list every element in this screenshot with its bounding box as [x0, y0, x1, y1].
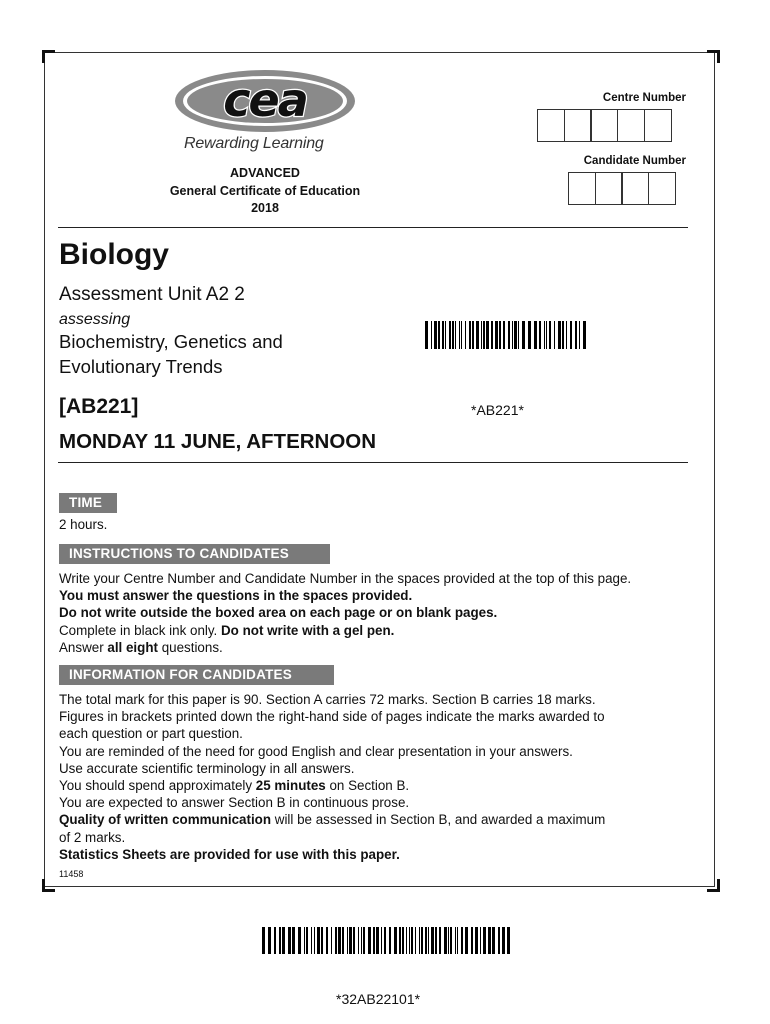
logo-text: cea	[223, 73, 307, 127]
candidate-number-box[interactable]	[595, 172, 623, 205]
instruction-line: Complete in black ink only. Do not write with a gel pen.	[59, 622, 395, 638]
candidate-number-box[interactable]	[568, 172, 596, 205]
instruction-line: Do not write outside the boxed area on each page or on blank pages.	[59, 605, 498, 621]
instruction-line: Write your Centre Number and Candidate Number in the spaces provided at the top of this page.	[59, 571, 632, 586]
qualification-level: ADVANCED	[230, 166, 300, 180]
assessing-label: assessing	[59, 311, 131, 328]
information-line: The total mark for this paper is 90. Section A carries 72 marks. Section B carries 18 marks.	[59, 692, 596, 707]
paper-barcode	[425, 321, 586, 349]
candidate-number-boxes	[569, 172, 676, 205]
barcode-bar	[507, 927, 510, 954]
centre-number-boxes	[538, 109, 672, 142]
assessment-unit: Assessment Unit A2 2	[59, 284, 245, 305]
information-line: Quality of written communication will be assessed in Section B, and awarded a maximum	[59, 812, 606, 828]
centre-number-box[interactable]	[590, 109, 618, 142]
corner-mark-top-right	[707, 50, 720, 63]
centre-number-box[interactable]	[617, 109, 645, 142]
candidate-number-label: Candidate Number	[583, 155, 686, 167]
centre-number-box[interactable]	[537, 109, 565, 142]
information-line: Figures in brackets printed down the right-hand side of pages indicate the marks awarded to	[59, 709, 605, 725]
footer-barcode-text: *32AB22101*	[336, 991, 421, 1007]
information-line: Statistics Sheets are provided for use with this paper.	[59, 846, 400, 862]
divider-top	[58, 227, 688, 228]
document-number: 11458	[59, 869, 84, 879]
instructions-heading: INSTRUCTIONS TO CANDIDATES	[59, 544, 330, 564]
information-line: Use accurate scientific terminology in all answers.	[59, 760, 355, 776]
centre-number-label: Centre Number	[602, 92, 686, 104]
corner-mark-bottom-left	[42, 879, 55, 892]
divider-middle	[58, 462, 688, 463]
subject-title: Biology	[59, 238, 169, 271]
qualification-title: General Certificate of Education	[169, 183, 361, 198]
topic-line-2: Evolutionary Trends	[59, 356, 223, 377]
instruction-line: Answer all eight questions.	[59, 639, 223, 655]
corner-mark-top-left	[42, 50, 55, 63]
information-line: You should spend approximately 25 minutes on Section B.	[59, 778, 410, 794]
footer-barcode	[262, 927, 510, 954]
tagline: Rewarding Learning	[184, 135, 324, 152]
qualification-block	[150, 165, 380, 218]
information-heading: INFORMATION FOR CANDIDATES	[59, 665, 334, 685]
information-line: of 2 marks.	[59, 829, 126, 845]
paper-barcode-text: *AB221*	[471, 402, 524, 418]
barcode-bar	[583, 321, 586, 349]
time-text: 2 hours.	[59, 517, 108, 532]
instruction-line: You must answer the questions in the spaces provided.	[59, 588, 413, 604]
qualification-year: 2018	[251, 201, 279, 215]
paper-code: [AB221]	[59, 395, 139, 418]
centre-number-box[interactable]	[564, 109, 592, 142]
information-line: You are reminded of the need for good English and clear presentation in your answers.	[59, 743, 573, 759]
information-line: You are expected to answer Section B in continuous prose.	[59, 795, 410, 811]
information-body	[59, 691, 699, 863]
candidate-number-box[interactable]	[621, 172, 649, 205]
centre-number-box[interactable]	[644, 109, 672, 142]
corner-mark-bottom-right	[707, 879, 720, 892]
exam-date: MONDAY 11 JUNE, AFTERNOON	[59, 430, 377, 453]
instructions-body	[59, 570, 699, 656]
time-heading: TIME	[59, 493, 117, 513]
topic-line-1: Biochemistry, Genetics and	[59, 331, 283, 352]
cea-logo	[170, 66, 360, 136]
information-line: each question or part question.	[59, 726, 243, 742]
candidate-number-box[interactable]	[648, 172, 676, 205]
